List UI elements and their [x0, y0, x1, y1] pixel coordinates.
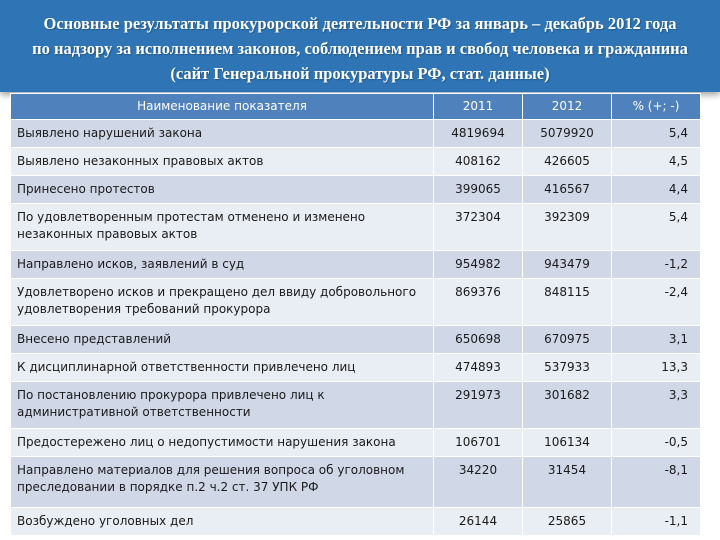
table-row: [11, 382, 701, 429]
indicator-name: По постановлению прокурора привлечено лиц к административной ответственности: [11, 382, 434, 429]
title-line-1: Основные результаты прокурорской деятельности РФ за январь – декабрь 2012 года: [43, 14, 677, 33]
value-2012: 106134: [523, 429, 612, 457]
value-percent: -0,5: [612, 429, 701, 457]
value-2011: 26144: [434, 508, 523, 536]
value-2012: 25865: [523, 508, 612, 536]
value-2011: 474893: [434, 354, 523, 382]
value-2012: 31454: [523, 457, 612, 508]
indicator-name: По удовлетворенным протестам отменено и изменено незаконных правовых актов: [11, 204, 434, 251]
indicator-name: Внесено представлений: [11, 326, 434, 354]
value-2012: 537933: [523, 354, 612, 382]
value-2011: 399065: [434, 176, 523, 204]
table-row: [11, 148, 701, 176]
table-row: [11, 120, 701, 148]
title-line-2: по надзору за исполнением законов, соблюдением прав и свобод человека и гражданина: [32, 39, 688, 58]
indicator-name: Выявлено нарушений закона: [11, 120, 434, 148]
value-2012: 392309: [523, 204, 612, 251]
header-2012: 2012: [523, 94, 612, 120]
table-row: [11, 457, 701, 508]
table-row: [11, 251, 701, 279]
table-row: [11, 508, 701, 536]
table-row: [11, 279, 701, 326]
value-percent: -8,1: [612, 457, 701, 508]
indicator-name: Удовлетворено исков и прекращено дел ввиду добровольного удовлетворения требований прокурора: [11, 279, 434, 326]
title-line-3: (сайт Генеральной прокуратуры РФ, стат. данные): [170, 64, 550, 83]
value-2012: 301682: [523, 382, 612, 429]
value-2011: 34220: [434, 457, 523, 508]
indicator-name: Выявлено незаконных правовых актов: [11, 148, 434, 176]
table-row: [11, 354, 701, 382]
value-2012: 670975: [523, 326, 612, 354]
header-indicator: Наименование показателя: [11, 94, 434, 120]
table-row: [11, 176, 701, 204]
value-2011: 408162: [434, 148, 523, 176]
indicator-name: Направлено исков, заявлений в суд: [11, 251, 434, 279]
table-row: [11, 204, 701, 251]
value-percent: -2,4: [612, 279, 701, 326]
value-2011: 954982: [434, 251, 523, 279]
value-2012: 5079920: [523, 120, 612, 148]
value-2011: 869376: [434, 279, 523, 326]
header-2011: 2011: [434, 94, 523, 120]
table-header-row: [11, 94, 701, 120]
value-2012: 426605: [523, 148, 612, 176]
value-2011: 372304: [434, 204, 523, 251]
indicator-name: Предостережено лиц о недопустимости нарушения закона: [11, 429, 434, 457]
value-percent: 4,4: [612, 176, 701, 204]
table-row: [11, 326, 701, 354]
value-2011: 106701: [434, 429, 523, 457]
results-table: [10, 93, 701, 536]
value-percent: -1,2: [612, 251, 701, 279]
value-percent: 3,3: [612, 382, 701, 429]
indicator-name: Направлено материалов для решения вопроса об уголовном преследовании в порядке п.2 ч.2 ст. 37 УПК РФ: [11, 457, 434, 508]
value-2011: 4819694: [434, 120, 523, 148]
value-2012: 416567: [523, 176, 612, 204]
value-percent: 4,5: [612, 148, 701, 176]
value-percent: 13,3: [612, 354, 701, 382]
value-2012: 848115: [523, 279, 612, 326]
title-banner: [0, 0, 720, 92]
value-2012: 943479: [523, 251, 612, 279]
value-2011: 291973: [434, 382, 523, 429]
value-percent: -1,1: [612, 508, 701, 536]
value-percent: 5,4: [612, 204, 701, 251]
indicator-name: К дисциплинарной ответственности привлечено лиц: [11, 354, 434, 382]
value-percent: 3,1: [612, 326, 701, 354]
value-2011: 650698: [434, 326, 523, 354]
value-percent: 5,4: [612, 120, 701, 148]
indicator-name: Принесено протестов: [11, 176, 434, 204]
header-percent: % (+; -): [612, 94, 701, 120]
indicator-name: Возбуждено уголовных дел: [11, 508, 434, 536]
table-row: [11, 429, 701, 457]
